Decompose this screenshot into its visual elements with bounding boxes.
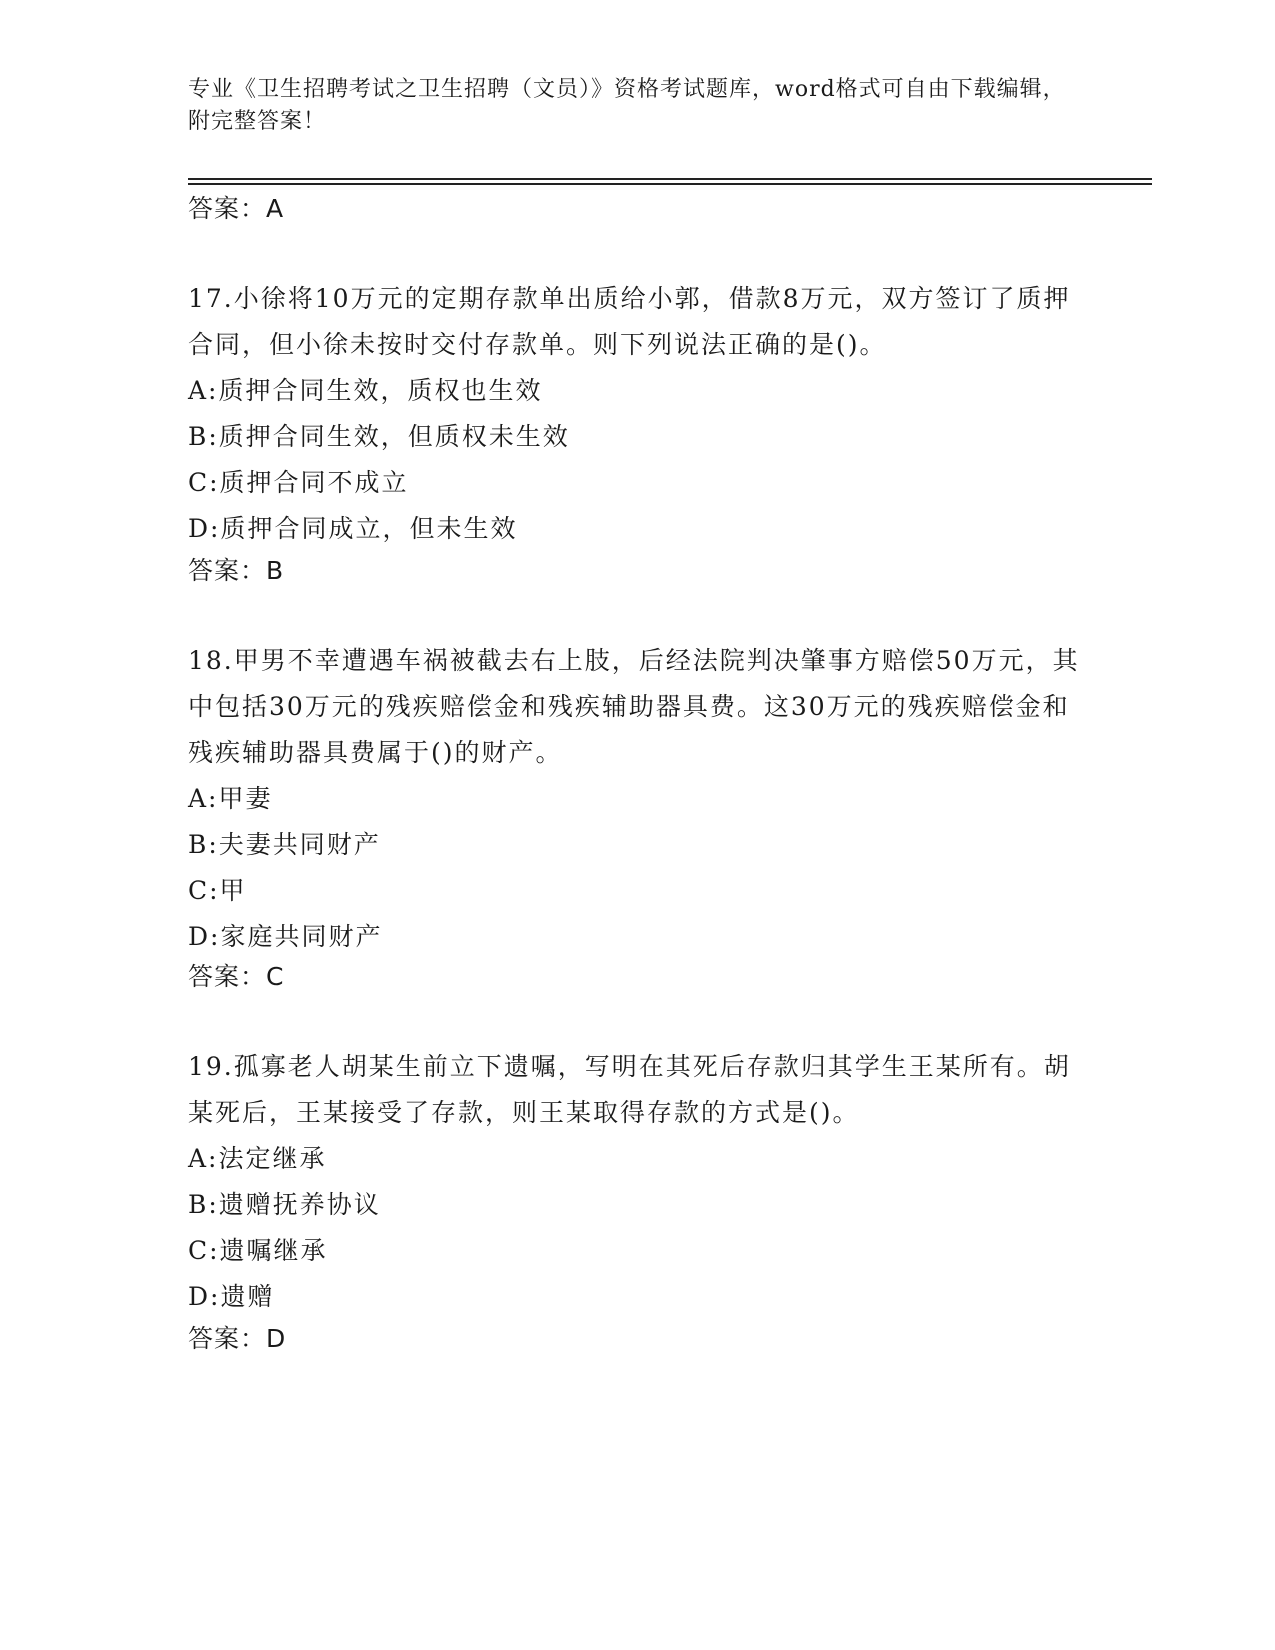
- option-b: B:夫妻共同财产: [188, 830, 381, 859]
- question-stem: 19.孤寡老人胡某生前立下遗嘱，写明在其死后存款归其学生王某所有。胡某死后，王某接受了存款，则王某取得存款的方式是()。: [188, 1052, 1071, 1127]
- option-d: D:质押合同成立，但未生效: [188, 514, 518, 543]
- option-c: C:甲: [188, 876, 247, 905]
- answer-17: 答案：B: [188, 556, 285, 585]
- header-rule-bottom: [188, 183, 1152, 185]
- option-b: B:质押合同生效，但质权未生效: [188, 422, 570, 451]
- question-19: [188, 1044, 1088, 1320]
- option-a: A:质押合同生效，质权也生效: [188, 376, 543, 405]
- question-17: [188, 276, 1088, 552]
- document-header: 专业《卫生招聘考试之卫生招聘（文员）》资格考试题库，word格式可自由下载编辑，附完整答案！: [188, 77, 1066, 134]
- option-a: A:法定继承: [188, 1144, 327, 1173]
- answer-18: 答案：C: [188, 962, 285, 991]
- question-stem: 17.小徐将10万元的定期存款单出质给小郭，借款8万元，双方签订了质押合同，但小徐未按时交付存款单。则下列说法正确的是()。: [188, 284, 1071, 359]
- option-d: D:遗赠: [188, 1282, 275, 1311]
- option-a: A:甲妻: [188, 784, 273, 813]
- header-rule-top: [188, 178, 1152, 180]
- option-c: C:质押合同不成立: [188, 468, 409, 497]
- option-b: B:遗赠抚养协议: [188, 1190, 381, 1219]
- option-c: C:遗嘱继承: [188, 1236, 328, 1265]
- question-stem: 18.甲男不幸遭遇车祸被截去右上肢，后经法院判决肇事方赔偿50万元，其中包括30万元的残疾赔偿金和残疾辅助器具费。这30万元的残疾赔偿金和残疾辅助器具费属于()的财产。: [188, 646, 1080, 767]
- answer-previous: 答案：A: [188, 194, 285, 223]
- question-18: [188, 638, 1088, 960]
- option-d: D:家庭共同财产: [188, 922, 383, 951]
- answer-19: 答案：D: [188, 1324, 287, 1353]
